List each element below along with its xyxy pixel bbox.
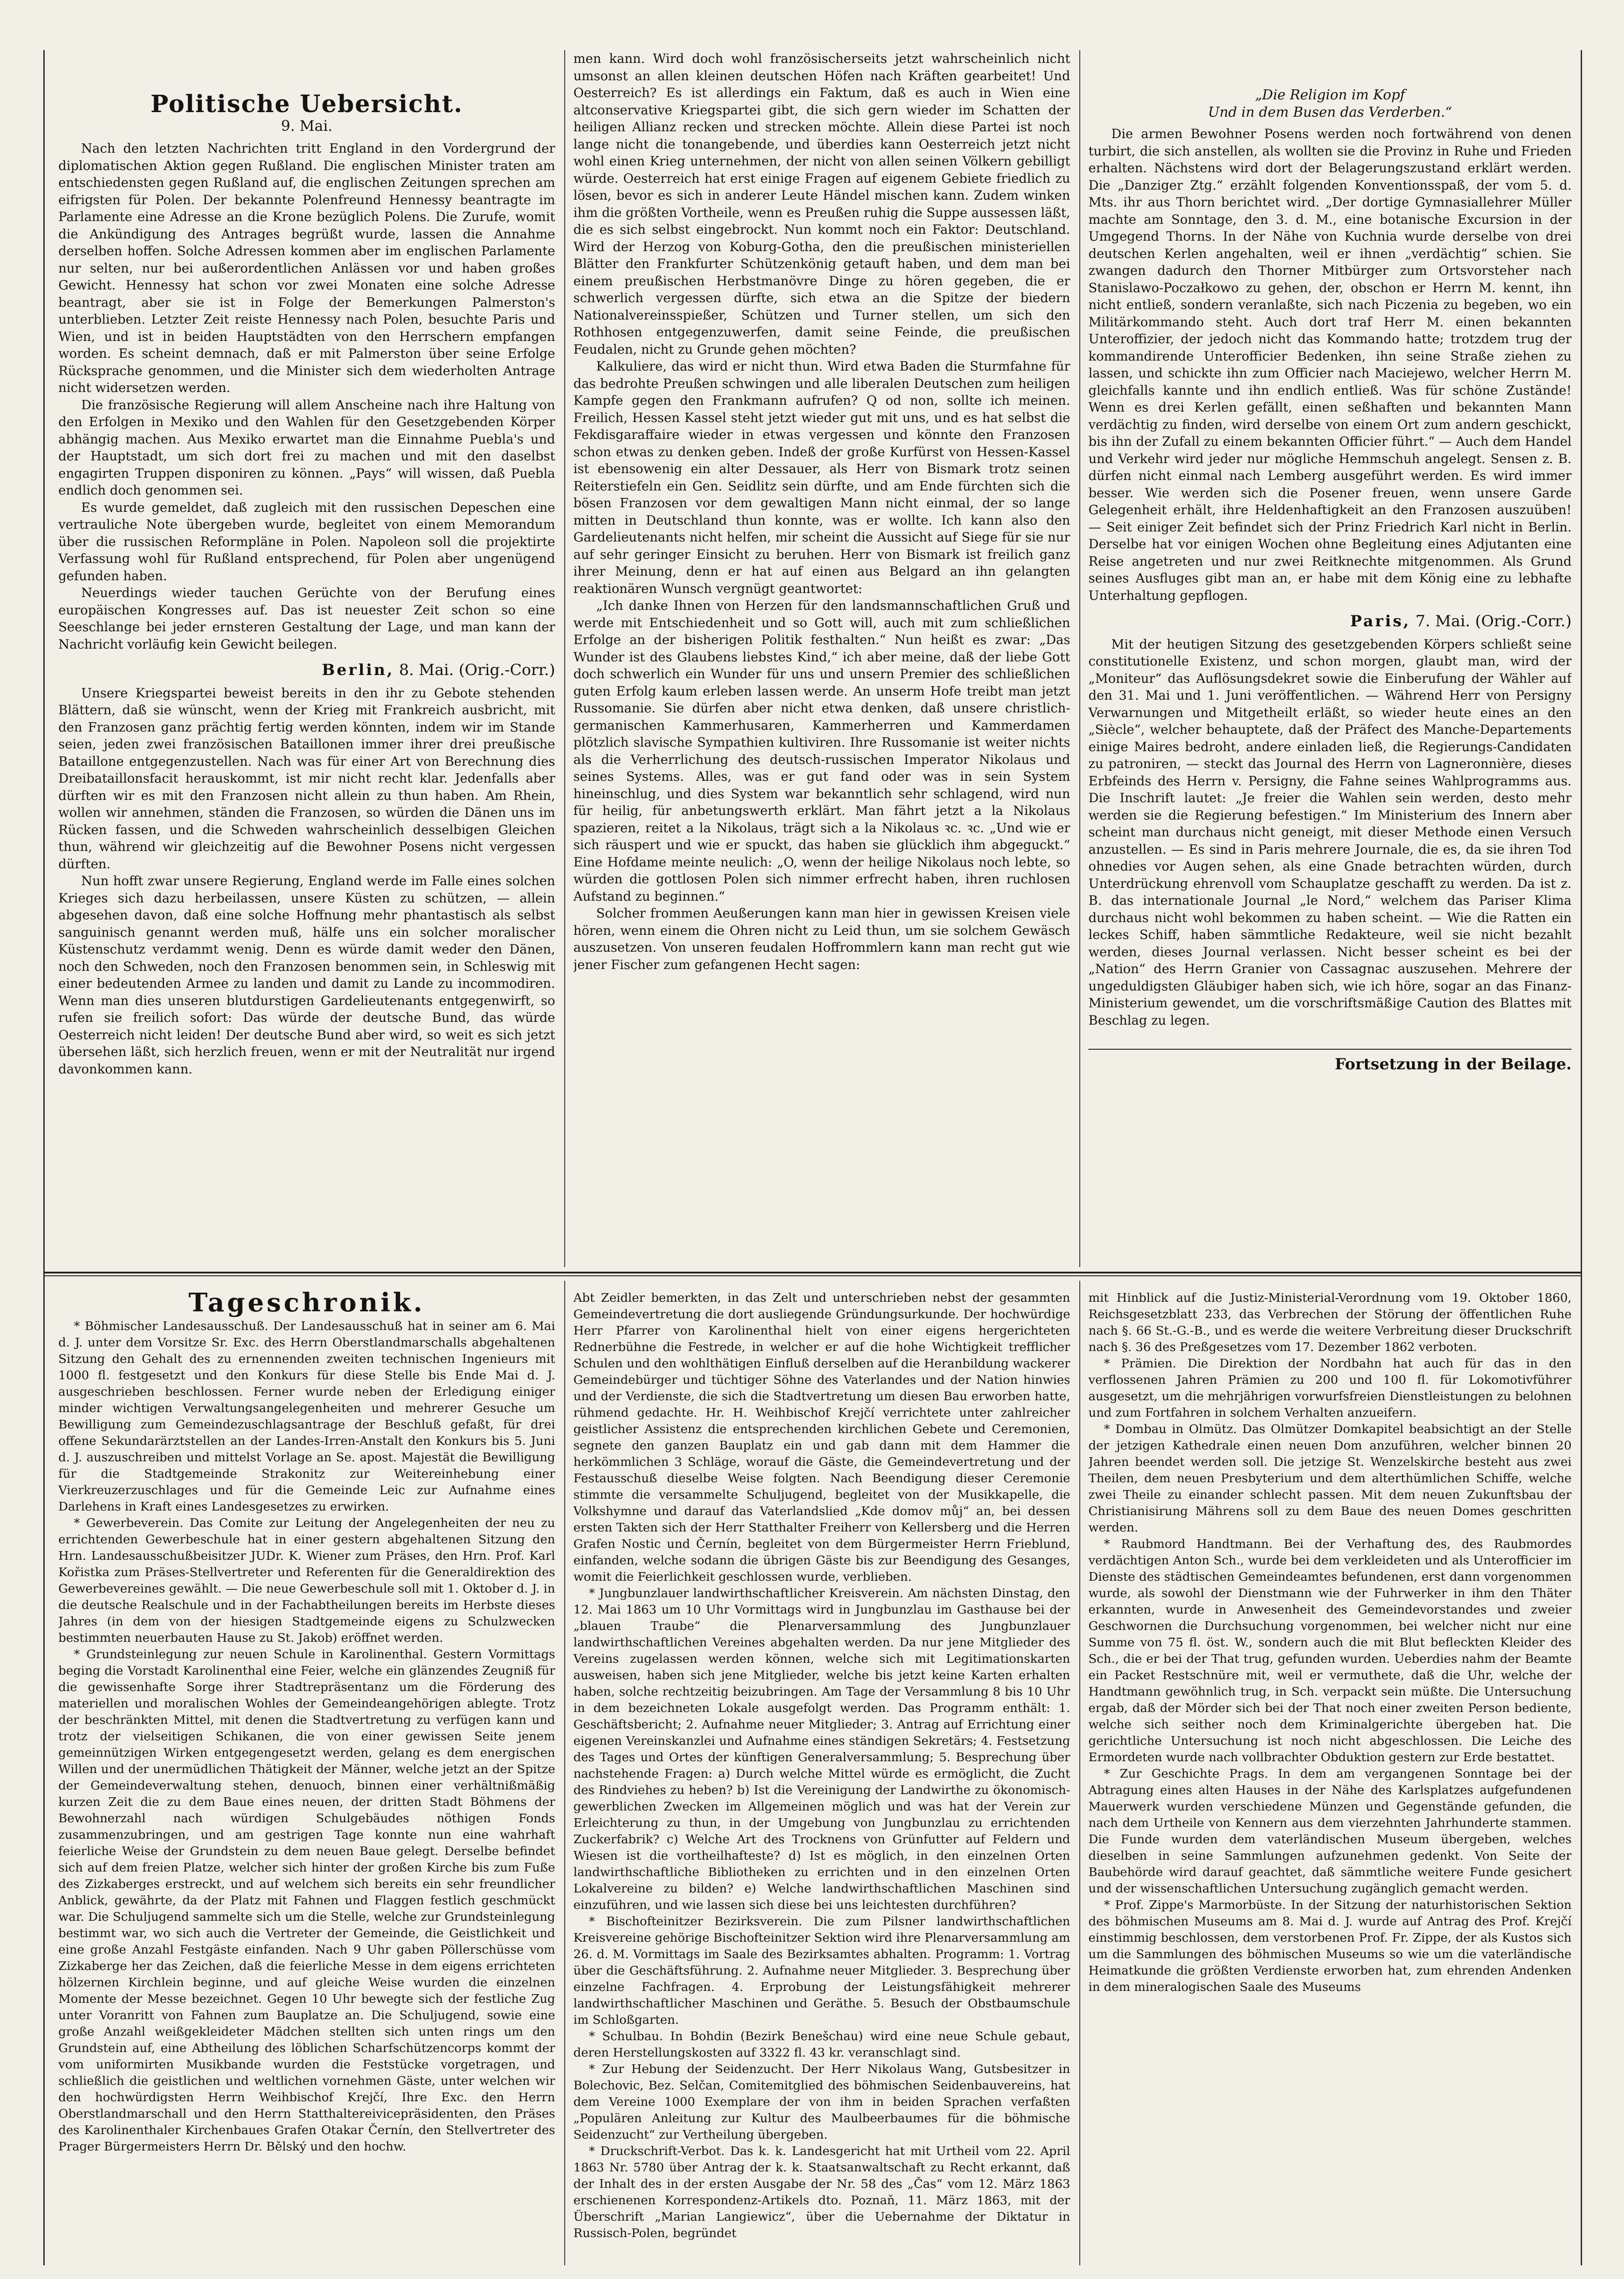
column-political-overview — [58, 50, 555, 1253]
news-item: * Prof. Zippe's Marmorbüste. In der Sitzung der naturhistorischen Sektion des böhmischen Museums am 8. Mai d. J. wurde auf Antrag des Prof. Krejčí einstimmig beschlossen, dem verstorbenen Prof. Fr. Zippe, der als Kustos sich um die Sammlungen des böhmischen Museums so wie um die vaterländische Heimatkunde die größten Verdienste erworben hat, zum ehrenden Andenken in dem mineralogischen Saale des Museums — [1088, 1898, 1572, 1994]
section-divider — [45, 1275, 1581, 1276]
news-item: Abt Zeidler bemerkten, in das Zelt und unterschrieben nebst der gesammten Gemeindevertretung die dort ausliegende Gründungsurkunde. Der hochwürdige Herr Pfarrer von Karolinenthal hielt von einer eigens hergerichteten Rednerbühne die Festrede, in welcher er auf die hohe Wichtigkeit trefflicher Schulen und den wohlthätigen Einfluß derselben auf die Heranbildung wackerer Gemeindebürger und tüchtiger Söhne des Vaterlandes und der Nation hinwies und der Verdienste, die sich die Stadtvertretung um diesen Bau erworben hatte, rühmend gedachte. Hr. H. Weihbischof Krejčí verrichtete unter zahlreicher geistlicher Assistenz die entsprechenden kirchlichen Gebete und Ceremonien, segnete den ganzen Bauplatz ein und gab dann mit dem Hammer die herkömmlichen 3 Schläge, worauf die Gäste, die Gemeindevertretung und der Festausschuß dieselbe Weise folgten. Nach Beendigung dieser Ceremonie stimmte die versammelte Schuljugend, begleitet von der Musikkapelle, die Volkshymne und darauf das Vaterlandslied „Kde domov můj“ an, bei dessen ersten Takten sich der Herr Statthalter Freiherr von Kellersberg und die Herren Grafen Nostic und Černín, begleitet von dem Bürgermeister Herrn Frieblund, einfanden, welche sodann die übrigen Gäste bis zur Beendigung des Gesanges, womit die Feierlichkeit geschlossen wurde, verblieben. — [573, 1291, 1070, 1584]
column-posen-paris — [1088, 50, 1572, 1253]
column-rule — [1079, 1281, 1080, 2265]
column-continued — [573, 50, 1070, 1253]
paragraph: men kann. Wird doch wohl französischerseits jetzt wahrscheinlich nicht umsonst an allen kleinen deutschen Höfen nach Kräften gearbeitet! Und Oesterreich? Es ist allerdings ein Faktum, daß es auch in Wien eine altconservative Kriegspartei gibt, die sich gern wieder im Schatten der heiligen Allianz recken und strecken möchte. Allein diese Partei ist noch lange nicht die tonangebende, und überdies kann Oesterreich jetzt nicht wohl einen Krieg unternehmen, der nicht von allen seinen Völkern gebilligt würde. Oesterreich hat erst einige Fragen auf eigenem Gebiete friedlich zu lösen, bevor es sich in anderer Leute Händel mischen kann. Zudem winken ihm die größten Vortheile, wenn es Preußen ruhig die Suppe aussessen läßt, die es sich selbst eingebrockt. Nun kommt noch ein Faktor: Deutschland. Wird der Herzog von Koburg-Gotha, den die preußischen ministeriellen Blätter den Frankfurter Schützenkönig getauft haben, und dem man bei einem preußischen Herbstmanövre Dinge zu hören gegeben, die er schwerlich vergessen dürfte, sich etwa an die Spitze der biedern Nationalvereinsspießer, Schützen und Turner stellen, um sich den Rothhosen entgegenzuwerfen, damit seine Feinde, die preußischen Feudalen, nicht zu Grunde gehen möchten? — [573, 51, 1070, 357]
news-item: * Böhmischer Landesausschuß. Der Landesausschuß hat in seiner am 6. Mai d. J. unter dem Vorsitze Sr. Exc. des Herrn Oberstlandmarschalls abgehaltenen Sitzung den Gehalt des zu ernennenden zweiten technischen Ingenieurs mit 1000 fl. festgesetzt und den Konkurs für diese Stelle bis Ende Mai d. J. ausgeschrieben beschlossen. Ferner wurde neben der Erledigung einiger minder wichtigen Verwaltungsangelegenheiten und mehrerer Gesuche um Bewilligung zum Gemeindezuschlagsantrage der Beschluß gefaßt, für drei offene Sekundarärztstellen an der Landes-Irren-Anstalt den Konkurs bis 5. Juni d. J. auszuschreiben und mittelst Vorlage an Se. apost. Majestät die Bewilligung für die Stadtgemeinde Strakonitz zur Weitereinhebung einer Vierkreuzerzuschlages und für die Gemeinde Leic zur Aufnahme eines Darlehens in Kraft eines Landesgesetzes zu erwirken. — [58, 1319, 555, 1514]
news-item: * Gewerbeverein. Das Comite zur Leitung der Angelegenheiten der neu zu errichtenden Gewerbeschule hat in einer gestern abgehaltenen Sitzung den Hrn. Landesausschußbeisitzer JUDr. K. Wiener zum Präses, den Hrn. Prof. Karl Kořistka zum Präses-Stellvertreter und Referenten für die Generaldirektion des Gewerbevereines gewählt. — Die neue Gewerbeschule soll mit 1. Oktober d. J. in die deutsche Realschule und in der Fachabtheilungen bereits im Herbste dieses Jahres (in dem von der hiesigen Stadtgemeinde eigens zu Schulzwecken bestimmten neuerbauten Hause zu St. Jakob) eröffnet werden. — [58, 1516, 555, 1645]
paragraph: Nach den letzten Nachrichten tritt England in den Vordergrund der diplomatischen Aktion gegen Rußland. Die englischen Minister traten am entschiedensten gegen Rußland auf, die englischen Zeitungen sprechen am eifrigsten für Polen. Der bekannte Polenfreund Hennessy beantragte im Parlamente eine Adresse an die Krone bezüglich Polens. Die Zurufe, womit die Ankündigung des Antrages begrüßt wurde, lassen die Annahme derselben hoffen. Solche Adressen kommen aber im englischen Parlamente nur selten, nur bei außerordentlichen Anlässen vor und haben großes Gewicht. Hennessy hat schon vor zwei Monaten eine solche Adresse beantragt, aber sie ist in Folge der Bemerkungen Palmerston's unterblieben. Letzter Zeit reiste Hennessy nach Polen, besuchte Paris und Wien, und ist in beiden Hauptstädten von den Herrschern empfangen worden. Es scheint demnach, daß er mit Palmerston über seine Erfolge Rücksprache genommen, und die Minister sich dem wiederholten Antrage nicht widersetzen werden. — [58, 141, 555, 395]
berlin-date: 8. Mai. (Orig.-Corr.) — [399, 661, 555, 679]
paragraph: Unsere Kriegspartei beweist bereits in den ihr zu Gebote stehenden Blättern, daß sie wünscht, wenn der Krieg mit Frankreich ausbricht, mit den Franzosen ganz prächtig fertig werden könnten, indem wir im Stande seien, jeden zwei französischen Bataillonen immer ihrer drei preußische Bataillone entgegenzustellen. Nach was für einer Art von Berechnung dies Dreibataillonsfacit herauskommt, ist mir nicht recht klar. Jedenfalls aber dürften wir es mit den Franzosen nicht allein zu thun haben. Am Rhein, wollen wir annehmen, ständen die Franzosen, so würden die Dänen uns im Rücken fassen, und die Schweden wahrscheinlich desselbigen Gleichen thun, während wir gleichzeitig auf die Bewohner Posens nicht vergessen dürften. — [58, 685, 555, 871]
quote-heading — [1088, 87, 1572, 121]
section-divider — [45, 1272, 1581, 1274]
news-item: * Druckschrift-Verbot. Das k. k. Landesgericht hat mit Urtheil vom 22. April 1863 Nr. 5780 über Antrag der k. k. Staatsanwaltschaft zu Recht erkannt, daß der Inhalt des in der ersten Ausgabe der Nr. 58 des „Čas“ vom 12. März 1863 erschienenen Korrespondenz-Artikels dto. Poznaň, 11. März 1863, mit der Überschrift „Marian Langiewicz“, über die Uebernahme der Diktatur in Russisch-Polen, begründet — [573, 2144, 1070, 2240]
column-rule — [564, 1281, 565, 2265]
quote-line: Und in dem Busen das Verderben.“ — [1208, 104, 1452, 120]
section-date: 9. Mai. — [281, 117, 333, 134]
paragraph: Die französische Regierung will allem Anscheine nach ihre Haltung von den Erfolgen in Mexiko und den Wahlen für den Gesetzgebenden Körper abhängig machen. Aus Mexiko erwartet man die Einnahme Puebla's und der Hauptstadt, um sich dort frei zu machen und mit den daselbst engagirten Truppen disponiren zu können. „Pays“ will wissen, daß Puebla endlich doch genommen sei. — [58, 397, 555, 498]
chronicle-column-2 — [573, 1290, 1070, 2261]
section-title: Politische Uebersicht. — [150, 90, 463, 118]
paragraph: Kalkuliere, das wird er nicht thun. Wird etwa Baden die Sturmfahne für das bedrohte Preußen schwingen und alle liberalen Deutschen zum heiligen Kampfe gegen den Frankmann aufrufen? Q od non, sollte ich meinen. Freilich, Hessen Kassel steht jetzt wieder gut mit uns, und es hat selbst die Fekdisgaraffaire wieder in etwas vergessen und könnte den Franzosen schon etwas zu denken geben. Indeß der große Kurfürst von Hessen-Kassel ist ebensowenig ein alter Dessauer, als Herr von Bismark trotz seinen Reiterstiefeln ein Gen. Seidlitz sein dürfte, und am Ende fürchten sich die bösen Franzosen vor dem gewaltigen Mann nicht einmal, der so lange mitten in Deutschland thun konnte, was er wollte. Ich kann also den Gardelieutenants nicht helfen, mir scheint die Aussicht auf Siege für sie nur auf sehr geringer Einsicht zu beruhen. Herr von Bismark ist freilich ganz ihrer Meinung, denn er hat auf einen aus Belgard an ihn gelangten reaktionären Wunsch vergnügt geantwortet: — [573, 359, 1070, 596]
news-item: * Bischofteinitzer Bezirksverein. Die zum Pilsner landwirthschaftlichen Kreisvereine gehörige Bischofteinitzer Sektion wird ihre Plenarversammlung am 26. d. M. Vormittags im Saale des Bezirksamtes abhalten. Programm: 1. Vortrag über die Geschäftsführung. 2. Aufnahme neuer Mitglieder. 3. Besprechung über einzelne Fachfragen. 4. Erprobung der Leistungsfähigkeit mehrerer landwirthschaftlicher Maschinen und Geräthe. 5. Besuch der Obstbaumschule im Schloßgarten. — [573, 1914, 1070, 2027]
news-item: * Zur Geschichte Prags. In dem am vergangenen Sonntage bei der Abtragung eines alten Hauses in der Nähe des Karlsplatzes aufgefundenen Mauerwerk wurden verschiedene Münzen und Gegenstände gefunden, die nach dem Urtheile von Kennern aus dem vierzehnten Jahrhunderte stammen. Die Funde wurden dem vaterländischen Museum übergeben, welches dieselben in seine Sammlungen aufzunehmen gedenkt. Von Seite der Baubehörde wird darauf geachtet, daß sämmtliche weitere Funde gesichert und der wissenschaftlichen Untersuchung zugänglich gemacht werden. — [1088, 1767, 1572, 1896]
news-item: * Grundsteinlegung zur neuen Schule in Karolinenthal. Gestern Vormittags beging die Vorstadt Karolinenthal eine Feier, welche ein glänzendes Zeugniß für die gewissenhafte Sorge ihrer Stadtrepräsentanz um die Förderung des materiellen und moralischen Wohles der Gemeindeangehörigen ablegte. Trotz der beschränkten Mittel, mit denen die Stadtvertretung zu verfügen kann und trotz der vielseitigen Schikanen, die von einer gewissen Seite jenem gemeinnützigen Wirken entgegengesetzt werden, gelang es dem energischen Willen und der unermüdlichen Thätigkeit der Männer, welche jetzt an der Spitze der Gemeindeverwaltung stehen, denuoch, binnen einer verhältnißmäßig kurzen Zeit die zu dem Baue eines neuen, der dritten Stadt Böhmens der Bewohnerzahl nach würdigen Schulgebäudes nöthigen Fonds zusammenzubringen, und am gestrigen Tage konnte nun eine wahrhaft feierliche Weise der Grundstein zu dem neuen Baue gelegt. Derselbe befindet sich auf dem freien Platze, welcher sich hinter der großen Kirche bis zum Fuße des Zizkaberges erstreckt, und auf welchem sich bereits ein sehr freundlicher Anblick, gewährte, da der Platz mit Fahnen und Flaggen festlich geschmückt war. Die Schuljugend sammelte sich um die Stelle, welche zur Grundsteinlegung bestimmt war, wo sich auch die Vertreter der Gemeinde, die Geistlichkeit und eine große Anzahl Festgäste einfanden. Nach 9 Uhr gaben Pöllerschüsse vom Zizkaberge her das Zeichen, daß die feierliche Messe in dem eigens errichteten hölzernen Kirchlein beginne, und auf gleiche Weise wurden die einzelnen Momente der Messe bezeichnet. Gegen 10 Uhr bewegte sich der festliche Zug unter Voranritt von Fahnen zum Bauplatze an. Die Schuljugend, sowie eine große Anzahl weißgekleideter Mädchen stellten sich unten rings um den Grundstein auf, eine Abtheilung des löblichen Scharfschützencorps kommt der vom uniformirten Musikbande wurden die Feststücke vorgetragen, und schließlich die geistlichen und weltlichen vornehmen Gäste, unter welchen wir den hochwürdigsten Herrn Weihbischof Krejčí, Ihre Exc. den Herrn Oberstlandmarschall und den Herrn Statthaltereivicepräsidenten, den Präses des Karolinenthaler Kirchenbaues Grafen Otakar Černín, den Stellvertreter des Prager Bürgermeisters Herrn Dr. Bělský und den hochw. — [58, 1647, 555, 2154]
quote-line: „Die Religion im Kopf — [1255, 87, 1405, 103]
paragraph: Es wurde gemeldet, daß zugleich mit den russischen Depeschen eine vertrauliche Note übergeben wurde, begleitet von einem Memorandum über die russischen Reformpläne in Polen. Napoleon soll die projektirte Verfassung wohl für Rußland entsprechend, für Polen aber ungenügend gefunden haben. — [58, 500, 555, 583]
chronicle-title: Tageschronik. — [188, 1290, 425, 1318]
newspaper-page — [43, 50, 1582, 2265]
news-item: * Raubmord Handtmann. Bei der Verhaftung des, des Raubmordes verdächtigen Anton Sch., wurde bei dem verkleideten und als Unterofficier im Dienste des städtischen Gemeindeamtes befundenen, erst dann vorgenommen wurde, als sowohl der Dienstmann wie der Fuhrwerker in ihm den Thäter erkannten, wurde in Anwesenheit des Gemeindevorstandes und zweier Geschwornen die Durchsuchung vorgenommen, bei welcher nicht nur eine Summe von 75 fl. öst. W., sondern auch die mit Blut befleckten Kleider des Sch., die er bei der That trug, gefunden wurden. Ueberdies nahm der Beamte ein Packet Restschnüre mit, weil er vermuthete, daß die Uhr, welche der Handtmann gewöhnlich trug, in Sch. verpackt sein müßte. Die Untersuchung ergab, daß der Mörder sich bei der That noch einer zweiten Person bediente, welche sich seither noch dem Kriminalgerichte übergeben hat. Die gerichtliche Untersuchung ist noch nicht abgeschlossen. Die Leiche des Ermordeten wurde nach vollbrachter Obduktion gestern zur Erde bestattet. — [1088, 1537, 1572, 1764]
paragraph: Die armen Bewohner Posens werden noch fortwährend von denen turbirt, die sich anstellen, als wollten sie die Provinz in Ruhe und Frieden erhalten. Nächstens wird dort der Belagerungszustand erklärt werden. Die „Danziger Ztg.“ erzählt folgenden Konventionsspaß, der vom 5. d. Mts. ihr aus Thorn berichtet wird. „Der dortige Gymnasiallehrer Müller machte am Sonntage, den 3. d. M., eine botanische Excursion in der Umgegend Thorns. In der Nähe von Kuchnia wurde derselbe von drei deutschen Kerlen angehalten, weil er ihnen „verdächtig“ schien. Sie zwangen dadurch den Thorner Mitbürger zum Ortsvorsteher nach Stanislawo-Poczałkowo zu gehen, der, obschon er Herrn M. kennt, ihn nicht entließ, sondern veranlaßte, sich nach Piczenia zu begeben, wo ein Militärkommando steht. Auch dort traf Herr M. einen bekannten Unteroffizier, der jedoch nicht das Kommando hatte; trotzdem trug der kommandirende Unterofficier Bedenken, ihn seine Straße ziehen zu lassen, und schickte ihn zum Officier nach Maciejewo, welcher Herrn M. gleichfalls kannte und ihn endlich entließ. Was für schöne Zustände! Wenn es drei Kerlen gefällt, einen seßhaften und bekannten Mann verdächtig zu finden, wird derselbe von einem Ort zum andern geschickt, bis ihn der Zufall zu einem bekannten Officier führt.“ — Auch dem Handel und Verkehr wird jeder nur mögliche Hemmschuh angelegt. Sensen z. B. dürfen nicht einmal nach Lemberg ausgeführt werden. Es wird immer besser. Wie werden sich die Posener freuen, wenn unsere Garde Gelegenheit erhält, ihre Heldenhaftigkeit an den Franzosen auszuüben! — Seit einiger Zeit befindet sich der Prinz Friedrich Karl nicht in Berlin. Derselbe hat vor einigen Wochen ohne Begleitung eines Adjutanten eine Reise angetreten und nur zwei Reitknechte mitgenommen. Als Grund seines Ausfluges gibt man an, er habe mit dem König eine zu lebhafte Unterhaltung gepflogen. — [1088, 126, 1572, 603]
paragraph: Neuerdings wieder tauchen Gerüchte von der Berufung eines europäischen Kongresses auf. Das ist neuester Zeit schon so eine Seeschlange bei jeder ernsteren Gestaltung der Lage, und man kann der Nachricht vorläufig kein Gewicht beilegen. — [58, 585, 555, 652]
news-item: * Zur Hebung der Seidenzucht. Der Herr Nikolaus Wang, Gutsbesitzer in Bolechovic, Bez. Selčan, Comitemitglied des böhmischen Seidenbauvereins, hat dem Vereine 1000 Exemplare der von ihm in beiden Sprachen verfaßten „Populären Anleitung zur Kultur des Maulbeerbaumes für die böhmische Seidenzucht“ zur Vertheilung übergeben. — [573, 2062, 1070, 2142]
paris-place: Paris, — [1350, 612, 1411, 630]
paragraph: Mit der heutigen Sitzung des gesetzgebenden Körpers schließt seine constitutionelle Existenz, und schon morgen, glaubt man, wird der „Moniteur“ das Auflösungsdekret sowie die Einberufung der Wähler auf den 31. Mai und 1. Juni veröffentlichen. — Während Herr von Persigny Verwarnungen und Mitgetheilt erläßt, so wieder heute eines an den „Siècle“, welcher behauptete, daß der Präfect des Manche-Departements einige Maires bedroht, andere einladen ließ, die Regierungs-Candidaten zu patroniren, — steckt das Journal des Herrn von Lagneronnière, dieses Erbfeinds des Herrn v. Persigny, die Fahne seines Wahlprogramms aus. Die Inschrift lautet: „Je freier die Wahlen sein werden, desto mehr werden sie die Regierung befestigen.“ Im Ministerium des Innern aber scheint man durchaus nicht geneigt, mit dieser Methode einen Versuch anzustellen. — Es sind in Paris mehrere Journale, die es, da sie ihren Tod ohnedies vor Augen sehen, als eine Gnade betrachten würden, durch Unterdrückung ehrenvoll vom Schauplatze geschafft zu werden. Da ist z. B. das internationale Journal „le Nord,“ welchem das Pariser Klima durchaus nicht wohl bekommen zu haben scheint. — Wie die Ratten ein leckes Schiff, haben sämmtliche Redakteure, weil sie nicht bezahlt werden, dieses Journal verlassen. Nicht besser scheint es bei der „Nation“ des Herrn Granier von Cassagnac auszusehen. Mehrere der ungeduldigsten Gläubiger haben sich, wie ich höre, sogar an das Finanz-Ministerium gewendet, um die vorschriftsmäßige Caution des Blattes mit Beschlag zu legen. — [1088, 636, 1572, 1028]
paragraph: „Ich danke Ihnen von Herzen für den landsmannschaftlichen Gruß und werde mit Entschiedenheit und so Gott will, auch mit zum schließlichen Erfolge an der bisherigen Politik festhalten.“ Nun heißt es zwar: „Das Wunder ist des Glaubens liebstes Kind,“ ich aber meine, daß der liebe Gott doch schwerlich ein Wunder für uns und unsern Premier des schließlichen guten Erfolg kaum erleben lassen werde. An unserm Hofe treibt man jetzt Russomanie. Sie dürfen aber nicht etwa denken, daß unsere christlich-germanischen Kammerhusaren, Kammerherren und Kammerdamen plötzlich slavische Sympathien kultiviren. Ihre Russomanie ist weiter nichts als die Verherrlichung des deutsch-russischen Imperator Nikolaus und seines Systems. Alles, was er gut fand oder was in sein System hineinschlug, und dies System war bekanntlich sehr schlagend, wird nun für heilig, für anbetungswerth erklärt. Man fährt jetzt a la Nikolaus spazieren, reitet a la Nikolaus, trägt sich a la Nikolaus ꝛc. ꝛc. „Und wie er sich räuspert und wie er spuckt, das haben sie glücklich ihm abgeguckt.“ Eine Hofdame meinte neulich: „O, wenn der heilige Nikolaus noch lebte, so würden die gottlosen Polen sich nimmer erfrecht haben, ihren ruchlosen Aufstand zu beginnen.“ — [573, 598, 1070, 904]
news-item: * Dombau in Olmütz. Das Olmützer Domkapitel beabsichtigt an der Stelle der jetzigen Kathedrale einen neuen Dom anzuführen, welcher binnen 20 Jahren beendet werden soll. Die jetzige St. Wenzelskirche besteht aus zwei Theilen, dem neuen Presbyterium und dem alterthümlichen Schiffe, welche zwei Theile zu einander schlecht passen. Mit dem neuen Zukunftsbau der Christianisirung Mährens soll zu dem Baue des neuen Domes geschritten werden. — [1088, 1422, 1572, 1535]
news-item: * Schulbau. In Bohdin (Bezirk Benešchau) wird eine neue Schule gebaut, deren Herstellungskosten auf 3322 fl. 43 kr. veranschlagt sind. — [573, 2029, 1070, 2060]
column-rule — [564, 50, 565, 1267]
chronicle-column-1 — [58, 1290, 555, 2261]
berlin-place: Berlin, — [322, 661, 394, 679]
column-rule — [1079, 50, 1080, 1267]
paragraph: Nun hofft zwar unsere Regierung, England werde im Falle eines solchen Krieges sich dazu herbeilassen, unsere Küsten zu schützen, — allein abgesehen davon, daß eine solche Hoffnung mehr phantastisch als selbst sanguinisch genannt werden muß, hälfe uns ein solcher moralischer Küstenschutz verdammt wenig. Denn es würde damit weder den Dänen, noch den Schweden, noch den Franzosen benommen sein, in Schleswig mit einer bedeutenden Armee zu landen und damit zu Lande zu incommodiren. Wenn man dies unseren blutdurstigen Gardelieutenants entgegenwirft, so rufen sie freilich sofort: Das würde der deutsche Bund, das würde Oesterreich nicht leiden! Der deutsche Bund aber wird, so weit es sich jetzt übersehen läßt, sich herzlich freuen, wenn er mit der Neutralität nur irgend davonkommen kann. — [58, 873, 555, 1077]
news-item: mit Hinblick auf die Justiz-Ministerial-Verordnung vom 19. Oktober 1860, Reichsgesetzblatt 233, das Verbrechen der Störung der öffentlichen Ruhe nach §. 66 St.-G.-B., und es werde die weitere Verbreitung dieser Druckschrift nach §. 36 des Preßgesetzes vom 17. Dezember 1862 verboten. — [1088, 1291, 1572, 1354]
chronicle-column-3 — [1088, 1290, 1572, 2261]
news-item: * Prämien. Die Direktion der Nordbahn hat auch für das in den verflossenen Jahren Prämien zu 200 und 100 fl. für Lokomotivführer ausgesetzt, um die mehrjährigen vorwurfsfreien Dienstleistungen zu belohnen und zum Fortfahren in solchem Verhalten anzueifern. — [1088, 1356, 1572, 1420]
news-item: * Jungbunzlauer landwirthschaftlicher Kreisverein. Am nächsten Dinstag, den 12. Mai 1863 um 10 Uhr Vormittags wird in Jungbunzlau im Gasthause bei der „blauen Traube“ die Plenarversammlung des Jungbunzlauer landwirthschaftlichen Vereines abgehalten werden. Da nur jene Mitglieder des Vereins zugelassen werden können, welche sich mit Legitimationskarten ausweisen, haben sich jene Mitglieder, welche bis jetzt keine Karten erhalten haben, solche rechtzeitig beizubringen. Am Tage der Versammlung 8 bis 10 Uhr in dem bezeichneten Lokale ausgefolgt werden. Das Programm enthält: 1. Geschäftsbericht; 2. Aufnahme neuer Mitglieder; 3. Antrag auf Errichtung einer eigenen Vereinskanzlei und Aufnahme eines ständigen Sekretärs; 4. Festsetzung des Tages und Ortes der künftigen Generalversammlung; 5. Besprechung über nachstehende Fragen: a) Durch welche Mittel würde es ermöglicht, die Zucht des Rindviehes zu heben? b) Ist die Vereinigung der Landwirthe zu ökonomisch-gewerblichen Zwecken im Allgemeinen möglich und was hat der Verein zur Erleichterung zu thun, in der Umgebung von Jungbunzlau zu errichtenden Zuckerfabrik? c) Welche Art des Trocknens von Grünfutter auf Feldern und Wiesen ist die vortheilhafteste? d) Ist es möglich, in den einzelnen Orten landwirthschaftliche Bibliotheken zu errichten und in den einzelnen Orten Lokalvereine zu bilden? e) Welche landwirthschaftlichen Maschinen sind einzuführen, und wie lassen sich diese bei uns leichtesten durchführen? — [573, 1586, 1070, 1912]
paris-dateline — [1088, 613, 1572, 630]
berlin-dateline — [58, 662, 555, 679]
paragraph: Solcher frommen Aeußerungen kann man hier in gewissen Kreisen viele hören, wenn einem die Ohren nicht zu Leid thun, um sie solchem Gewäsch auszusetzen. Von unseren feudalen Hoffrommlern kann man recht gut wie jener Fischer zum gefangenen Hecht sagen: — [573, 906, 1070, 972]
paris-date: 7. Mai. (Orig.-Corr.) — [1415, 612, 1572, 630]
continuation-note: Fortsetzung in der Beilage. — [1088, 1049, 1572, 1073]
